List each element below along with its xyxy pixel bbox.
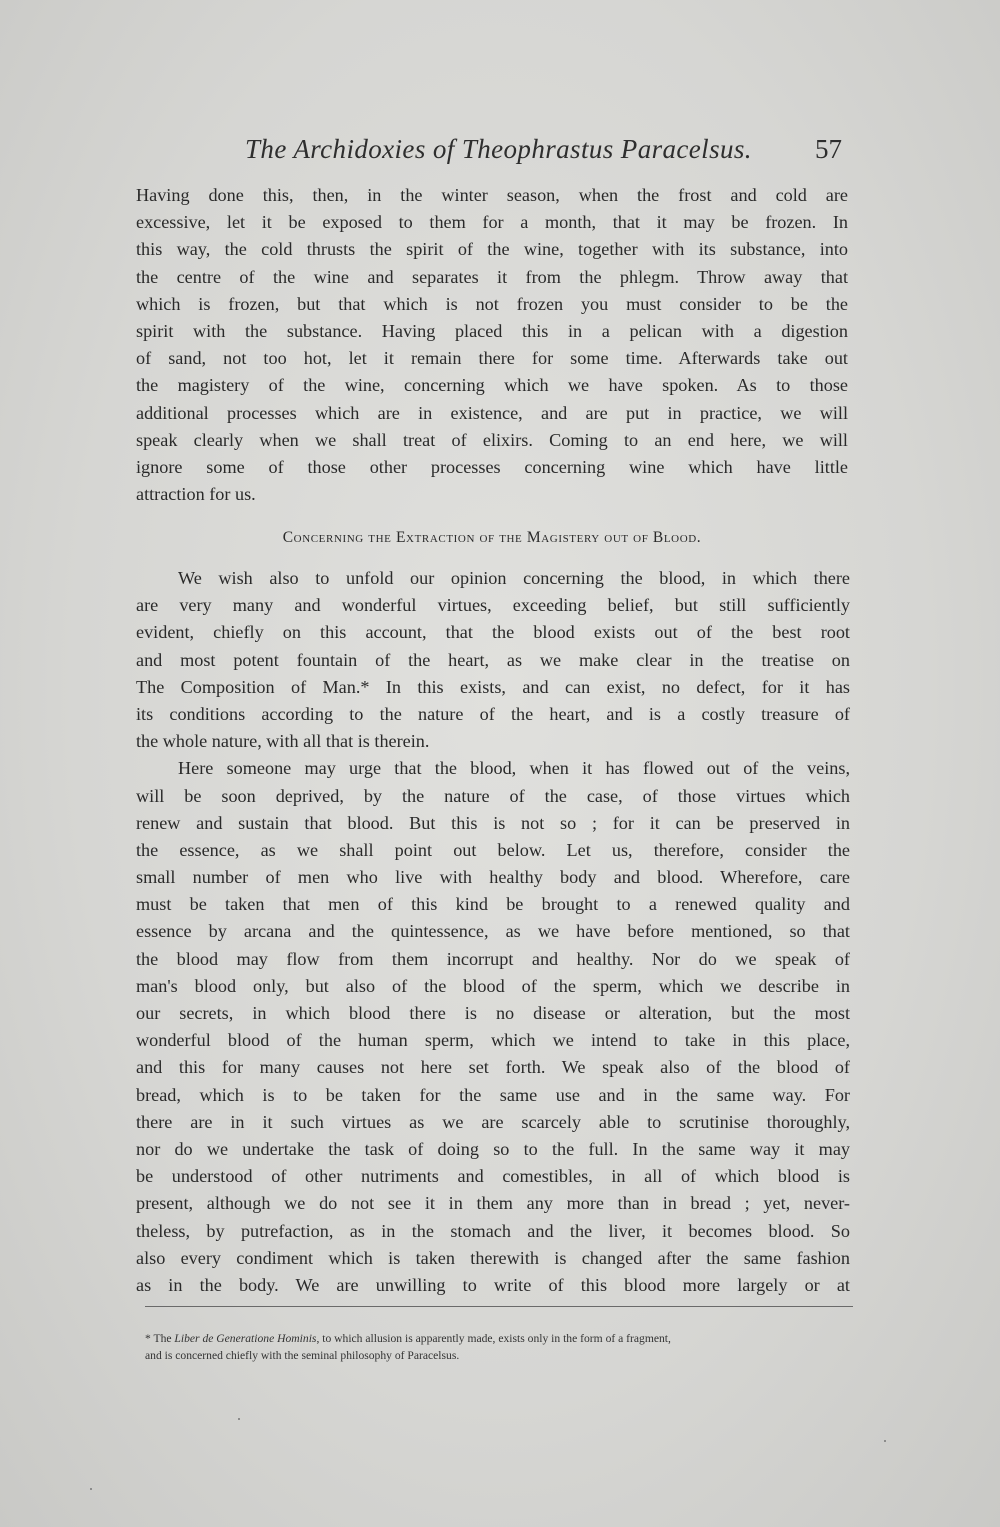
text-line: excessive, let it be exposed to them for a month, that it may be frozen. In	[136, 212, 848, 233]
text-line: essence by arcana and the quintessence, as we have before mentioned, so that	[136, 921, 850, 942]
text-line: the whole nature, with all that is therein.	[136, 731, 430, 752]
text-line: must be taken that men of this kind be brought to a renewed quality and	[136, 894, 850, 915]
text-line: which is frozen, but that which is not frozen you must consider to be the	[136, 293, 848, 314]
text-line: this way, the cold thrusts the spirit of the wine, together with its substance, into	[136, 239, 848, 260]
footnote-marker: * The	[145, 1332, 175, 1345]
text-line: Having done this, then, in the winter season, when the frost and cold are	[136, 185, 848, 205]
text-line: spirit with the substance. Having placed this in a pelican with a digestion	[136, 320, 848, 341]
text-line: the centre of the wine and separates it from the phlegm. Throw away that	[136, 266, 848, 287]
text-line: be understood of other nutriments and comestibles, in all of which blood is	[136, 1166, 850, 1187]
text-line: its conditions according to the nature of the heart, and is a costly treasure of	[136, 703, 850, 724]
paper-speck	[238, 1418, 240, 1420]
text-line: speak clearly when we shall treat of elixirs. Coming to an end here, we will	[136, 429, 848, 450]
text-line: the magistery of the wine, concerning which we have spoken. As to those	[136, 375, 848, 396]
paragraph-wine-freezing	[136, 182, 848, 508]
text-line: and most potent fountain of the heart, as we make clear in the treatise on	[136, 649, 850, 670]
footnote-divider	[145, 1306, 853, 1307]
text-line: man's blood only, but also of the blood of the sperm, which we describe in	[136, 975, 850, 996]
footnote-line	[145, 1330, 853, 1347]
text-line: will be soon deprived, by the nature of the case, of those virtues which	[136, 785, 850, 806]
page-number: 57	[815, 134, 842, 164]
footnote-line: and is concerned chiefly with the seminal philosophy of Paracelsus.	[145, 1349, 460, 1362]
text-line: ignore some of those other processes concerning wine which have little	[136, 456, 848, 477]
paper-speck	[90, 1488, 92, 1490]
text-line: additional processes which are in existence, and are put in practice, we will	[136, 402, 848, 423]
text-line: We wish also to unfold our opinion concerning the blood, in which there	[178, 568, 850, 588]
section-heading: Concerning the Extraction of the Magistery out of Blood.	[282, 529, 702, 546]
text-line: attraction for us.	[136, 484, 256, 505]
paper-speck	[884, 1440, 886, 1442]
text-line: as in the body. We are unwilling to write of this blood more largely or at	[136, 1274, 850, 1295]
paragraph-blood-virtues	[136, 565, 850, 755]
text-line: theless, by putrefaction, as in the stomach and the liver, it becomes blood. So	[136, 1220, 850, 1241]
text-line: of sand, not too hot, let it remain there for some time. Afterwards take out	[136, 348, 848, 369]
text-line: our secrets, in which blood there is no disease or alteration, but the most	[136, 1003, 850, 1023]
text-line: wonderful blood of the human sperm, which we intend to take in this place,	[136, 1030, 850, 1051]
text-line: small number of men who live with healthy body and blood. Wherefore, care	[136, 867, 850, 888]
page-header	[135, 134, 850, 174]
text-line: renew and sustain that blood. But this is not so ; for it can be preserved in	[136, 812, 850, 833]
text-line: also every condiment which is taken therewith is changed after the same fashion	[136, 1247, 850, 1268]
text-line: present, although we do not see it in them any more than in bread ; yet, never-	[136, 1193, 850, 1214]
paragraph-blood-preservation	[136, 755, 850, 1299]
footnote-book-title: Liber de Generatione Hominis	[174, 1332, 317, 1345]
text-line: and this for many causes not here set forth. We speak also of the blood of	[136, 1057, 850, 1078]
footnote	[145, 1330, 853, 1364]
text-line: are very many and wonderful virtues, exceeding belief, but still sufficiently	[136, 595, 850, 616]
text-line: the blood may flow from them incorrupt and healthy. Nor do we speak of	[136, 948, 850, 969]
text-line: there are in it such virtues as we are scarcely able to scrutinise thoroughly,	[136, 1111, 850, 1132]
text-line: bread, which is to be taken for the same use and in the same way. For	[136, 1084, 850, 1105]
text-line: the essence, as we shall point out below. Let us, therefore, consider the	[136, 839, 850, 860]
footnote-text: , to which allusion is apparently made, exists only in the form of a fragment,	[316, 1332, 671, 1345]
text-line: nor do we undertake the task of doing so to the full. In the same way it may	[136, 1138, 850, 1159]
running-title: The Archidoxies of Theophrastus Paracelsus.	[245, 134, 752, 164]
text-line: The Composition of Man.* In this exists, and can exist, no defect, for it has	[136, 676, 850, 697]
section-body	[136, 565, 850, 1299]
text-line: evident, chiefly on this account, that the blood exists out of the best root	[136, 622, 850, 643]
text-line: Here someone may urge that the blood, when it has flowed out of the veins,	[178, 758, 850, 779]
